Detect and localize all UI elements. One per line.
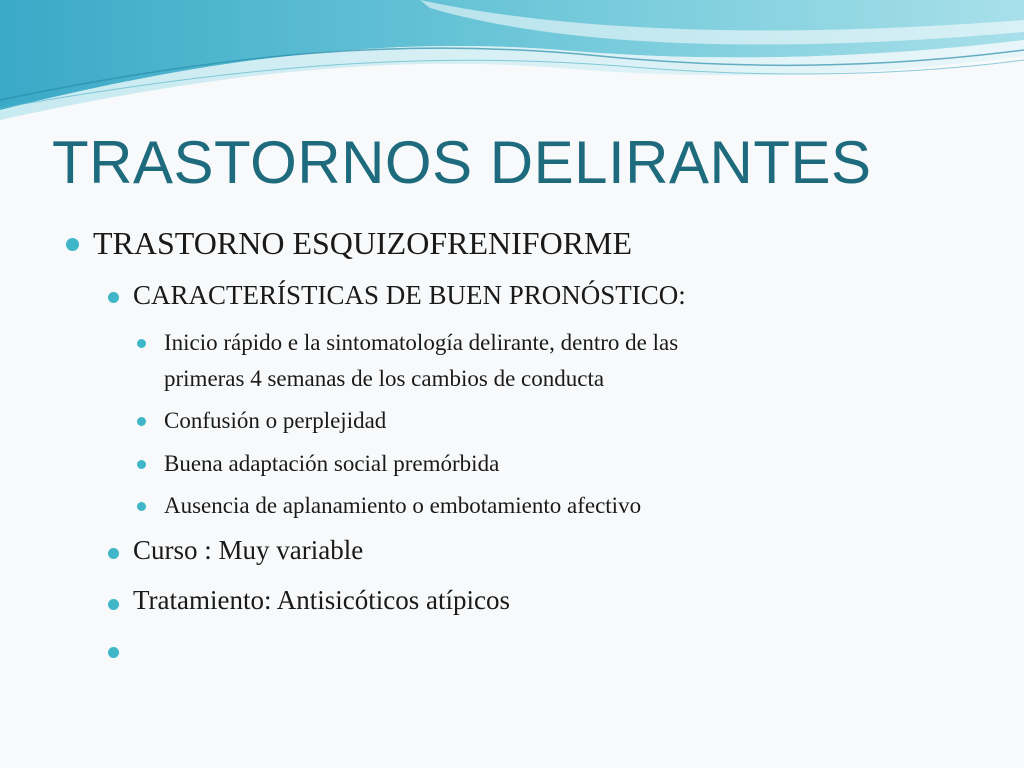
bullet-dot-icon [137,339,146,348]
list-item-line: primeras 4 semanas de los cambios de conducta [164,366,605,391]
list-item: Tratamiento: Antisicóticos atípicos [133,585,510,615]
list-item: TRASTORNO ESQUIZOFRENIFORME [93,225,633,261]
list-item [164,325,678,397]
list-item: Buena adaptación social premórbida [164,451,500,476]
bullet-dot-icon [137,502,146,511]
bullet-dot-icon [108,599,119,610]
bullet-dot-icon [108,548,119,559]
bullet-dot-icon [108,647,119,658]
bullet-dot-icon [66,238,79,251]
list-item: Confusión o perplejidad [164,408,387,433]
list-item: Curso : Muy variable [133,535,364,565]
bullet-dot-icon [108,292,119,303]
bullet-dot-icon [137,460,146,469]
slide-title: TRASTORNOS DELIRANTES [52,129,872,196]
list-item: CARACTERÍSTICAS DE BUEN PRONÓSTICO: [133,280,686,310]
list-item: Ausencia de aplanamiento o embotamiento afectivo [164,493,642,518]
bullet-dot-icon [137,417,146,426]
list-item-line: Inicio rápido e la sintomatología delirante, dentro de las [164,330,679,355]
